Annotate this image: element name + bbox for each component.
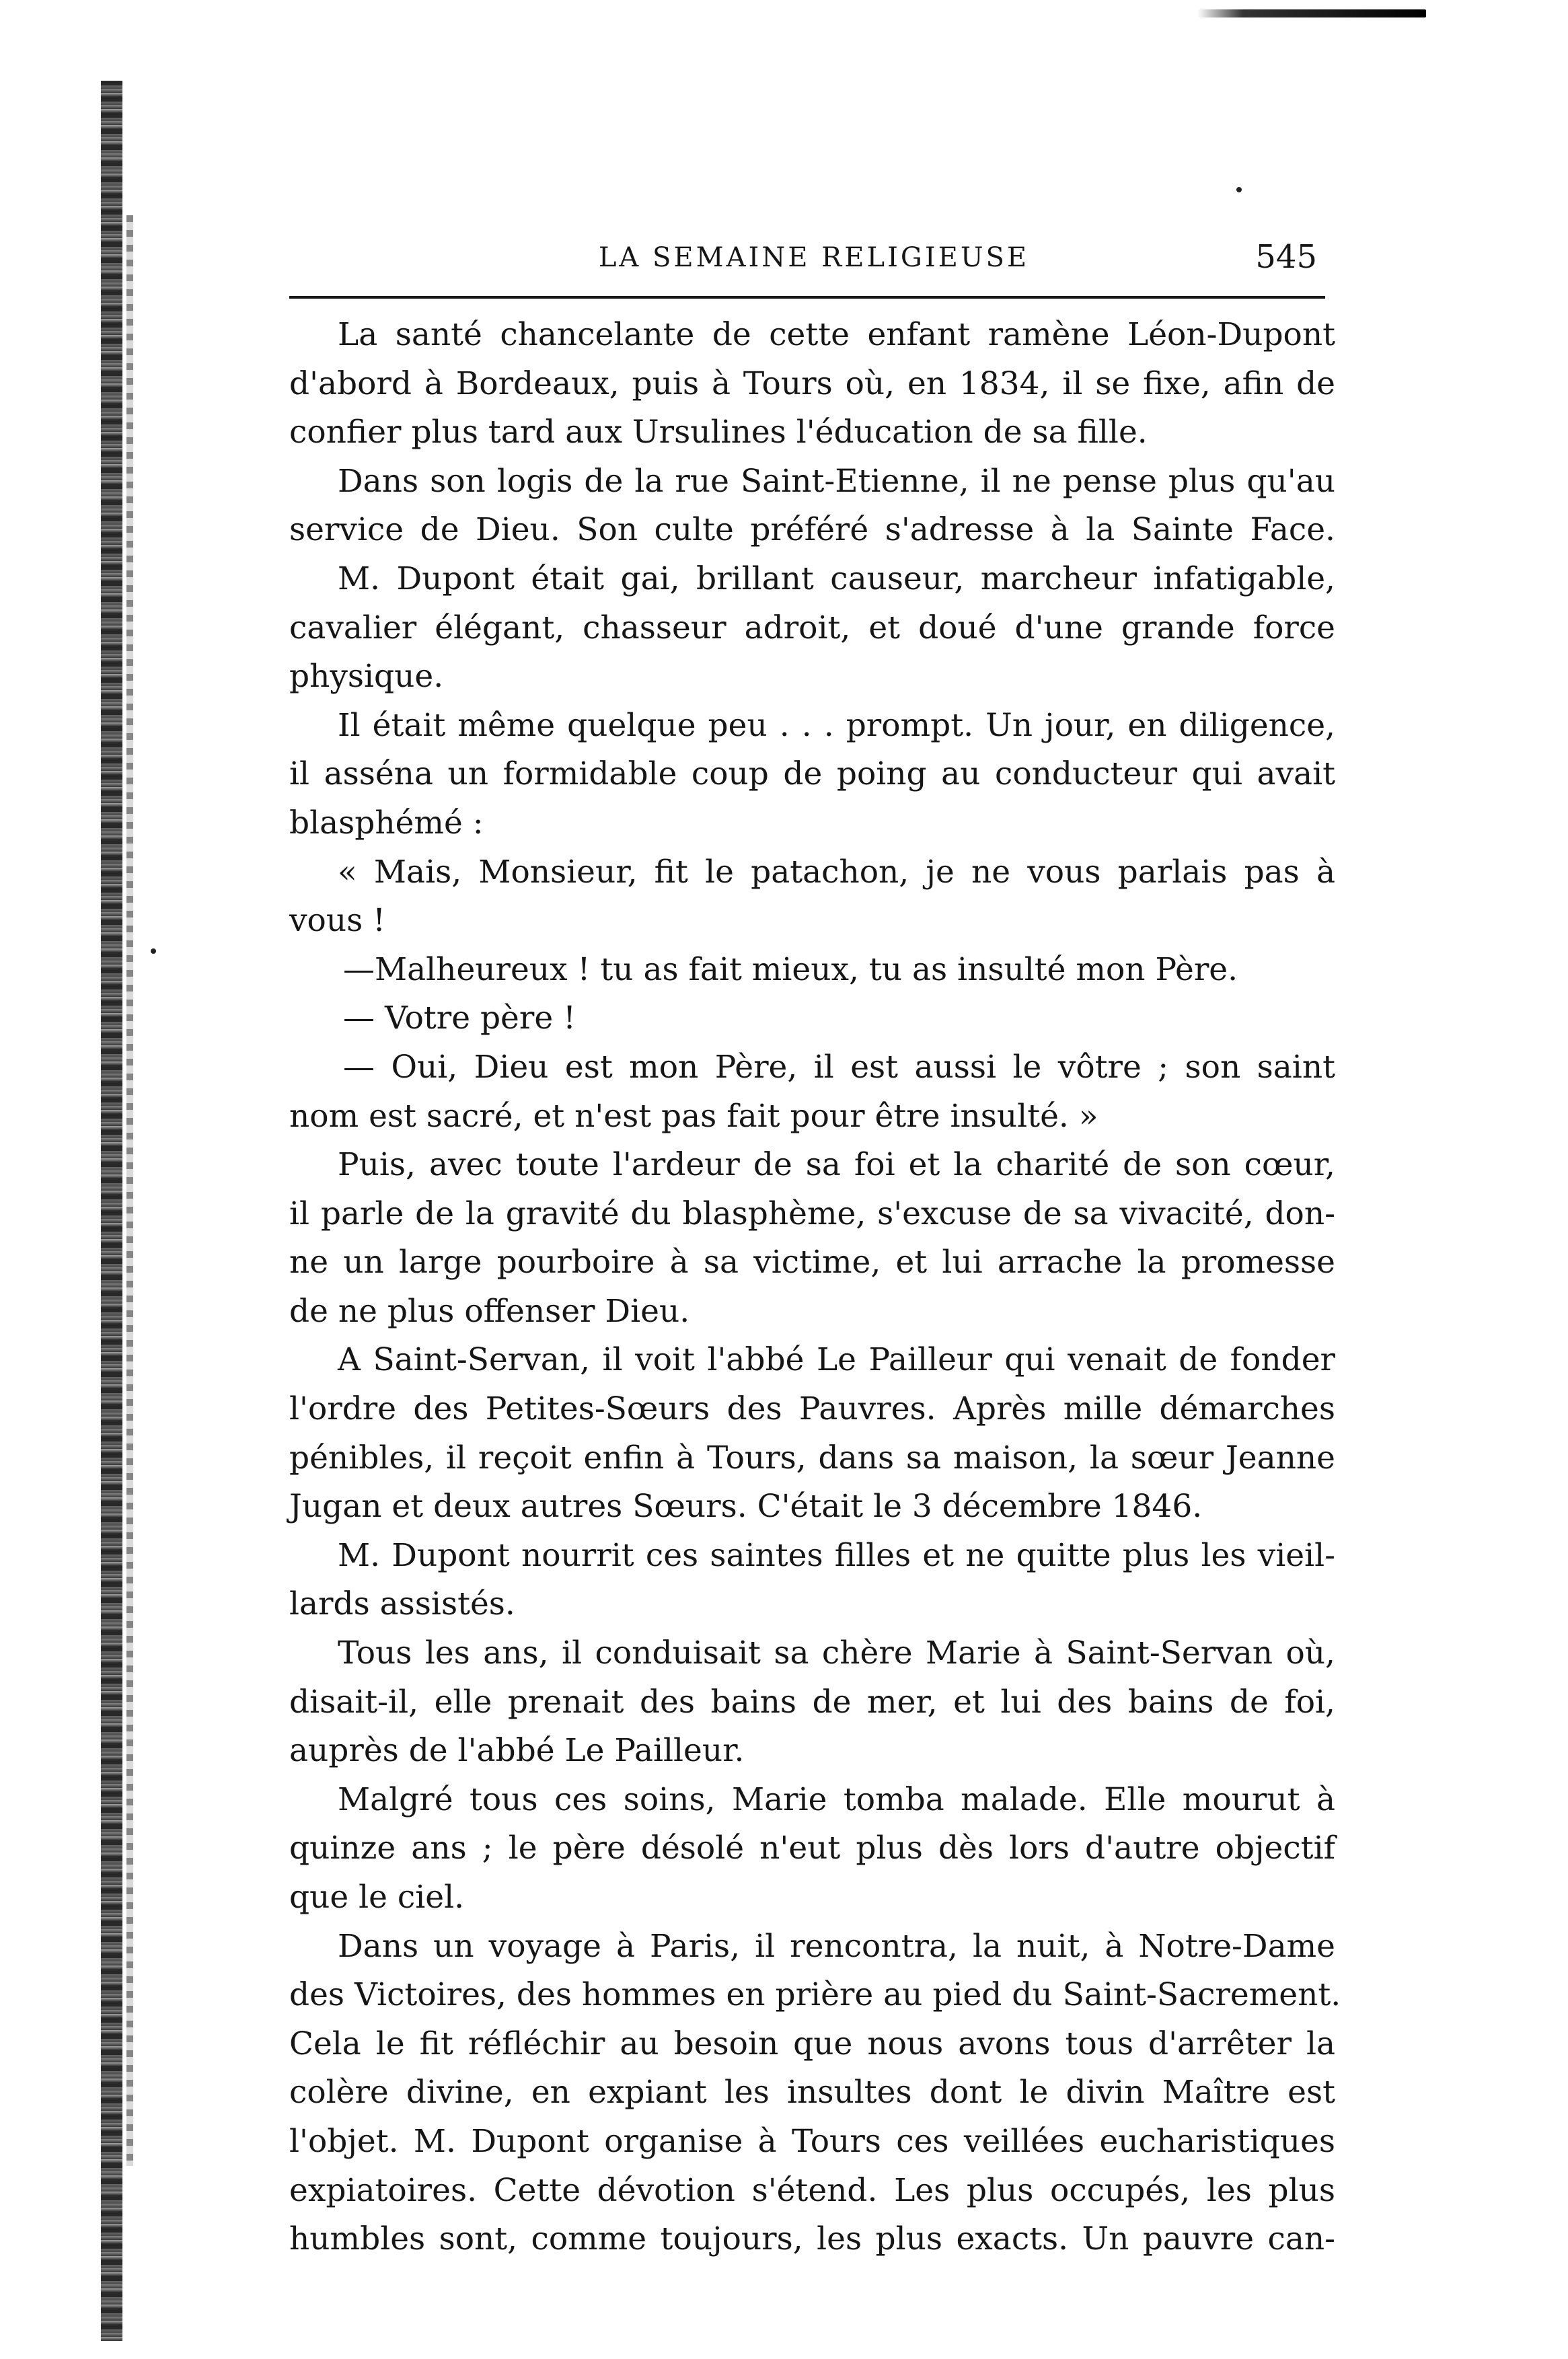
scanned-binding-shadow	[126, 215, 133, 2166]
text-line: que le ciel.	[289, 1879, 465, 1916]
text-line: l'ordre des Petites-Sœurs des Pauvres. Après mille démarches	[289, 1390, 1335, 1428]
scanned-binding-edge	[101, 81, 122, 2341]
running-header	[289, 237, 1339, 284]
page-body	[289, 311, 1341, 2264]
text-line: Il était même quelque peu . . . prompt. Un jour, en diligence,	[338, 706, 1335, 744]
text-line: La santé chancelante de cette enfant ramène Léon-Dupont	[338, 316, 1335, 353]
text-line: auprès de l'abbé Le Pailleur.	[289, 1732, 745, 1770]
text-line: physique.	[289, 658, 444, 696]
text-line: vous !	[289, 902, 386, 940]
text-line: l'objet. M. Dupont organise à Tours ces veillées eucharistiques	[289, 2122, 1335, 2160]
text-line: Jugan et deux autres Sœurs. C'était le 3 décembre 1846.	[289, 1488, 1203, 1526]
text-line: — Votre père !	[343, 1000, 576, 1037]
text-line: de ne plus offenser Dieu.	[289, 1292, 690, 1330]
text-line: — Oui, Dieu est mon Père, il est aussi le vôtre ; son saint	[343, 1048, 1335, 1086]
text-line: confier plus tard aux Ursulines l'éducation de sa fille.	[289, 414, 1148, 451]
text-line: il parle de la gravité du blasphème, s'excuse de sa vivacité, don-	[289, 1195, 1335, 1232]
text-line: Dans son logis de la rue Saint-Etienne, il ne pense plus qu'au	[338, 462, 1335, 500]
text-line: ne un large pourboire à sa victime, et lui arrache la promesse	[289, 1244, 1335, 1281]
text-line: M. Dupont était gai, brillant causeur, marcheur infatigable,	[338, 560, 1335, 597]
text-line: humbles sont, comme toujours, les plus exacts. Un pauvre can-	[289, 2220, 1335, 2258]
text-line: d'abord à Bordeaux, puis à Tours où, en 1834, il se fixe, afin de	[289, 365, 1335, 402]
stray-speck	[1236, 187, 1242, 192]
text-line: expiatoires. Cette dévotion s'étend. Les plus occupés, les plus	[289, 2171, 1335, 2209]
text-line: Puis, avec toute l'ardeur de sa foi et la charité de son cœur,	[338, 1146, 1335, 1184]
text-line: Cela le fit réfléchir au besoin que nous avons tous d'arrêter la	[289, 2025, 1335, 2062]
running-title: LA SEMAINE RELIGIEUSE	[598, 242, 1030, 273]
page-number: 545	[1255, 238, 1317, 276]
text-line: pénibles, il reçoit enfin à Tours, dans sa maison, la sœur Jeanne	[289, 1439, 1335, 1476]
text-line: disait-il, elle prenait des bains de mer, et lui des bains de foi,	[289, 1683, 1335, 1721]
text-line: il asséna un formidable coup de poing au conducteur qui avait	[289, 755, 1335, 793]
text-line: Tous les ans, il conduisait sa chère Marie à Saint-Servan où,	[338, 1635, 1335, 1672]
text-line: M. Dupont nourrit ces saintes filles et ne quitte plus les vieil-	[338, 1536, 1335, 1574]
text-line: —Malheureux ! tu as fait mieux, tu as insulté mon Père.	[343, 950, 1238, 988]
text-line: A Saint-Servan, il voit l'abbé Le Pailleur qui venait de fonder	[338, 1341, 1335, 1379]
text-line: des Victoires, des hommes en prière au pied du Saint-Sacrement.	[289, 1976, 1341, 2014]
text-line: Dans un voyage à Paris, il rencontra, la nuit, à Notre-Dame	[338, 1927, 1335, 1965]
header-rule	[289, 296, 1325, 299]
text-line: blasphémé :	[289, 804, 484, 841]
text-line: Malgré tous ces soins, Marie tomba malade. Elle mourut à	[338, 1781, 1335, 1818]
text-line: cavalier élégant, chasseur adroit, et doué d'une grande force	[289, 609, 1335, 646]
text-line: nom est sacré, et n'est pas fait pour être insulté. »	[289, 1097, 1098, 1135]
text-line: colère divine, en expiant les insultes dont le divin Maître est	[289, 2074, 1335, 2111]
text-line: service de Dieu. Son culte préféré s'adresse à la Sainte Face.	[289, 511, 1335, 549]
text-line: lards assistés.	[289, 1585, 515, 1623]
scan-smudge-mark	[1197, 9, 1426, 17]
stray-speck	[151, 948, 156, 954]
text-line: « Mais, Monsieur, fit le patachon, je ne vous parlais pas à	[338, 853, 1335, 891]
text-line: quinze ans ; le père désolé n'eut plus dès lors d'autre objectif	[289, 1830, 1335, 1867]
